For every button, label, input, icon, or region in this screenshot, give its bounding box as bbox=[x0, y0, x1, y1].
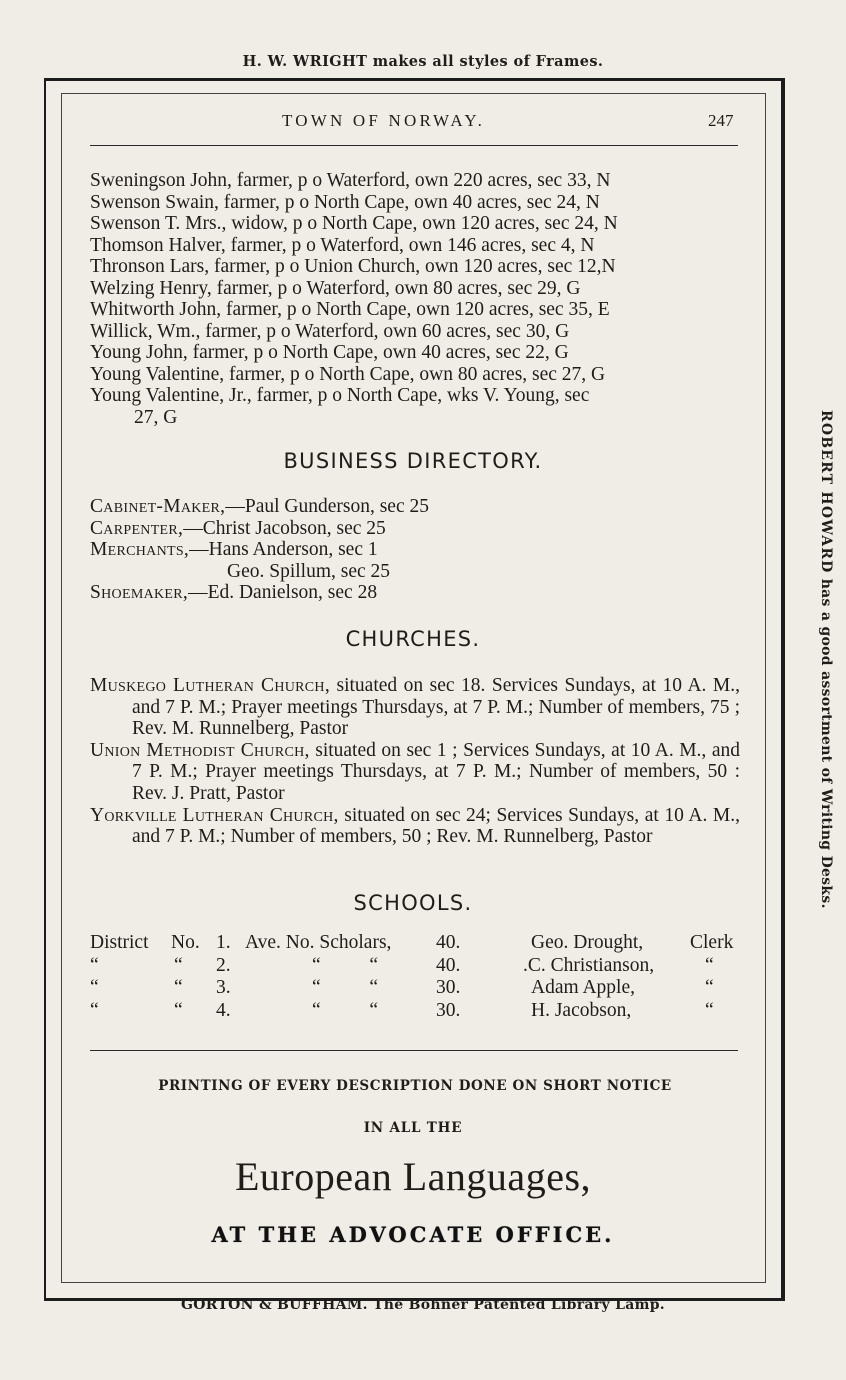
printing-ad-subline: IN ALL THE bbox=[363, 1120, 463, 1136]
churches-list bbox=[90, 675, 740, 848]
trade-label: Shoemaker, bbox=[90, 582, 189, 603]
scholars-label-cell: Ave. No. Scholars, bbox=[245, 932, 392, 953]
side-advertisement bbox=[809, 410, 843, 960]
church-name: Muskego Lutheran Church, bbox=[90, 675, 330, 696]
scholars-cell: 30. bbox=[436, 999, 461, 1021]
church-details: situated on sec 18. Services Sundays, at 10 A. M., and 7 P. M.; Prayer meetings Thursdays, at 7 P. M.; Number of members, 75 ; Rev. M. Runnelberg, Pastor bbox=[132, 675, 740, 740]
district-cell: “ bbox=[90, 977, 99, 998]
scholars-label-cell: “ “ bbox=[312, 954, 379, 976]
list-item: Sweningson John, farmer, p o Waterford, own 220 acres, sec 33, N bbox=[90, 170, 611, 191]
role-cell: “ bbox=[705, 999, 714, 1021]
header-rule bbox=[90, 145, 738, 146]
clerk-cell: H. Jacobson, bbox=[531, 999, 632, 1021]
scholars-cell: 30. bbox=[436, 977, 461, 998]
page-title: TOWN OF NORWAY. bbox=[282, 111, 486, 130]
list-item: Whitworth John, farmer, p o North Cape, own 120 acres, sec 35, E bbox=[90, 299, 610, 320]
scholars-label-cell: “ “ bbox=[312, 977, 379, 998]
printing-ad-headline: European Languages, bbox=[234, 1154, 592, 1199]
number-cell: 4. bbox=[216, 999, 231, 1021]
no-cell: No. bbox=[171, 932, 200, 953]
scholars-label-cell: “ “ bbox=[312, 999, 379, 1021]
schools-heading: SCHOOLS. bbox=[353, 891, 473, 915]
trade-name: —Paul Gunderson, sec 25 bbox=[225, 496, 429, 517]
clerk-cell: Adam Apple, bbox=[531, 977, 635, 998]
list-item: Thomson Halver, farmer, p o Waterford, own 146 acres, sec 4, N bbox=[90, 234, 595, 256]
side-ad-text: has a good assortment of Writing Desks. bbox=[818, 573, 834, 909]
list-item: Young Valentine, farmer, p o North Cape, own 80 acres, sec 27, G bbox=[90, 363, 606, 385]
top-advertisement: H. W. WRIGHT makes all styles of Frames. bbox=[242, 53, 604, 70]
role-cell: “ bbox=[705, 954, 714, 976]
trade-label: Merchants, bbox=[90, 539, 190, 560]
directory-item bbox=[90, 496, 429, 518]
no-cell: “ bbox=[174, 977, 183, 998]
clerk-cell: Geo. Drought, bbox=[531, 932, 644, 953]
trade-name: —Ed. Danielson, sec 28 bbox=[188, 582, 378, 603]
church-entry bbox=[90, 805, 740, 848]
number-cell: 1. bbox=[216, 932, 231, 953]
list-item: Young John, farmer, p o North Cape, own 40 acres, sec 22, G bbox=[90, 342, 569, 363]
churches-heading: CHURCHES. bbox=[345, 627, 481, 651]
side-ad-name: ROBERT HOWARD bbox=[818, 410, 834, 574]
trade-name: Geo. Spillum, sec 25 bbox=[227, 560, 391, 582]
trade-label: Cabinet-Maker, bbox=[90, 496, 226, 517]
number-cell: 2. bbox=[216, 954, 231, 976]
bottom-advertisement: GORTON & BUFFHAM. The Bohner Patented Library Lamp. bbox=[181, 1297, 665, 1313]
trade-name: —Hans Anderson, sec 1 bbox=[189, 539, 378, 560]
footer-rule bbox=[90, 1050, 738, 1051]
district-cell: “ bbox=[90, 999, 99, 1021]
role-cell: “ bbox=[705, 977, 714, 998]
resident-list bbox=[90, 170, 740, 428]
district-cell: District bbox=[90, 932, 149, 953]
church-entry bbox=[90, 740, 740, 805]
directory-item bbox=[90, 539, 429, 561]
scholars-cell: 40. bbox=[436, 954, 461, 976]
no-cell: “ bbox=[174, 954, 183, 976]
church-name: Yorkville Lutheran Church, bbox=[90, 804, 339, 826]
scholars-cell: 40. bbox=[436, 932, 461, 953]
district-cell: “ bbox=[90, 954, 99, 976]
list-item-continuation: 27, G bbox=[134, 406, 178, 428]
trade-label: Carpenter, bbox=[90, 517, 184, 539]
list-item: Young Valentine, Jr., farmer, p o North Cape, wks V. Young, sec bbox=[90, 385, 590, 406]
business-directory-heading: BUSINESS DIRECTORY. bbox=[283, 449, 543, 473]
no-cell: “ bbox=[174, 999, 183, 1021]
clerk-cell: .C. Christianson, bbox=[523, 954, 655, 976]
list-item: Willick, Wm., farmer, p o Waterford, own 60 acres, sec 30, G bbox=[90, 320, 570, 342]
directory-item bbox=[90, 518, 429, 540]
church-name: Union Methodist Church, bbox=[90, 739, 310, 761]
list-item: Swenson T. Mrs., widow, p o North Cape, own 120 acres, sec 24, N bbox=[90, 213, 618, 234]
printing-ad-office: AT THE ADVOCATE OFFICE. bbox=[211, 1222, 615, 1247]
church-entry bbox=[90, 675, 740, 740]
directory-item bbox=[90, 561, 429, 583]
church-details: situated on sec 24; Services Sundays, at 10 A. M., and 7 P. M.; Number of members, 50 ; Rev. M. Runnelberg, Pastor bbox=[132, 804, 740, 848]
directory-item bbox=[90, 582, 429, 604]
list-item: Thronson Lars, farmer, p o Union Church, own 120 acres, sec 12,N bbox=[90, 256, 616, 277]
number-cell: 3. bbox=[216, 977, 231, 998]
business-directory bbox=[90, 496, 429, 604]
list-item: Welzing Henry, farmer, p o Waterford, own 80 acres, sec 29, G bbox=[90, 277, 581, 299]
trade-name: —Christ Jacobson, sec 25 bbox=[183, 517, 386, 539]
church-details: situated on sec 1 ; Services Sundays, at 10 A. M., and 7 P. M.; Prayer meetings Thursdays, at 7 P. M.; Number of members, 50 : Rev. J. Pratt, Pastor bbox=[132, 739, 740, 804]
printing-ad-line: PRINTING OF EVERY DESCRIPTION DONE ON SHORT NOTICE bbox=[158, 1078, 672, 1094]
role-cell: Clerk bbox=[690, 932, 734, 953]
page-number: 247 bbox=[708, 111, 734, 130]
list-item: Swenson Swain, farmer, p o North Cape, own 40 acres, sec 24, N bbox=[90, 191, 600, 213]
